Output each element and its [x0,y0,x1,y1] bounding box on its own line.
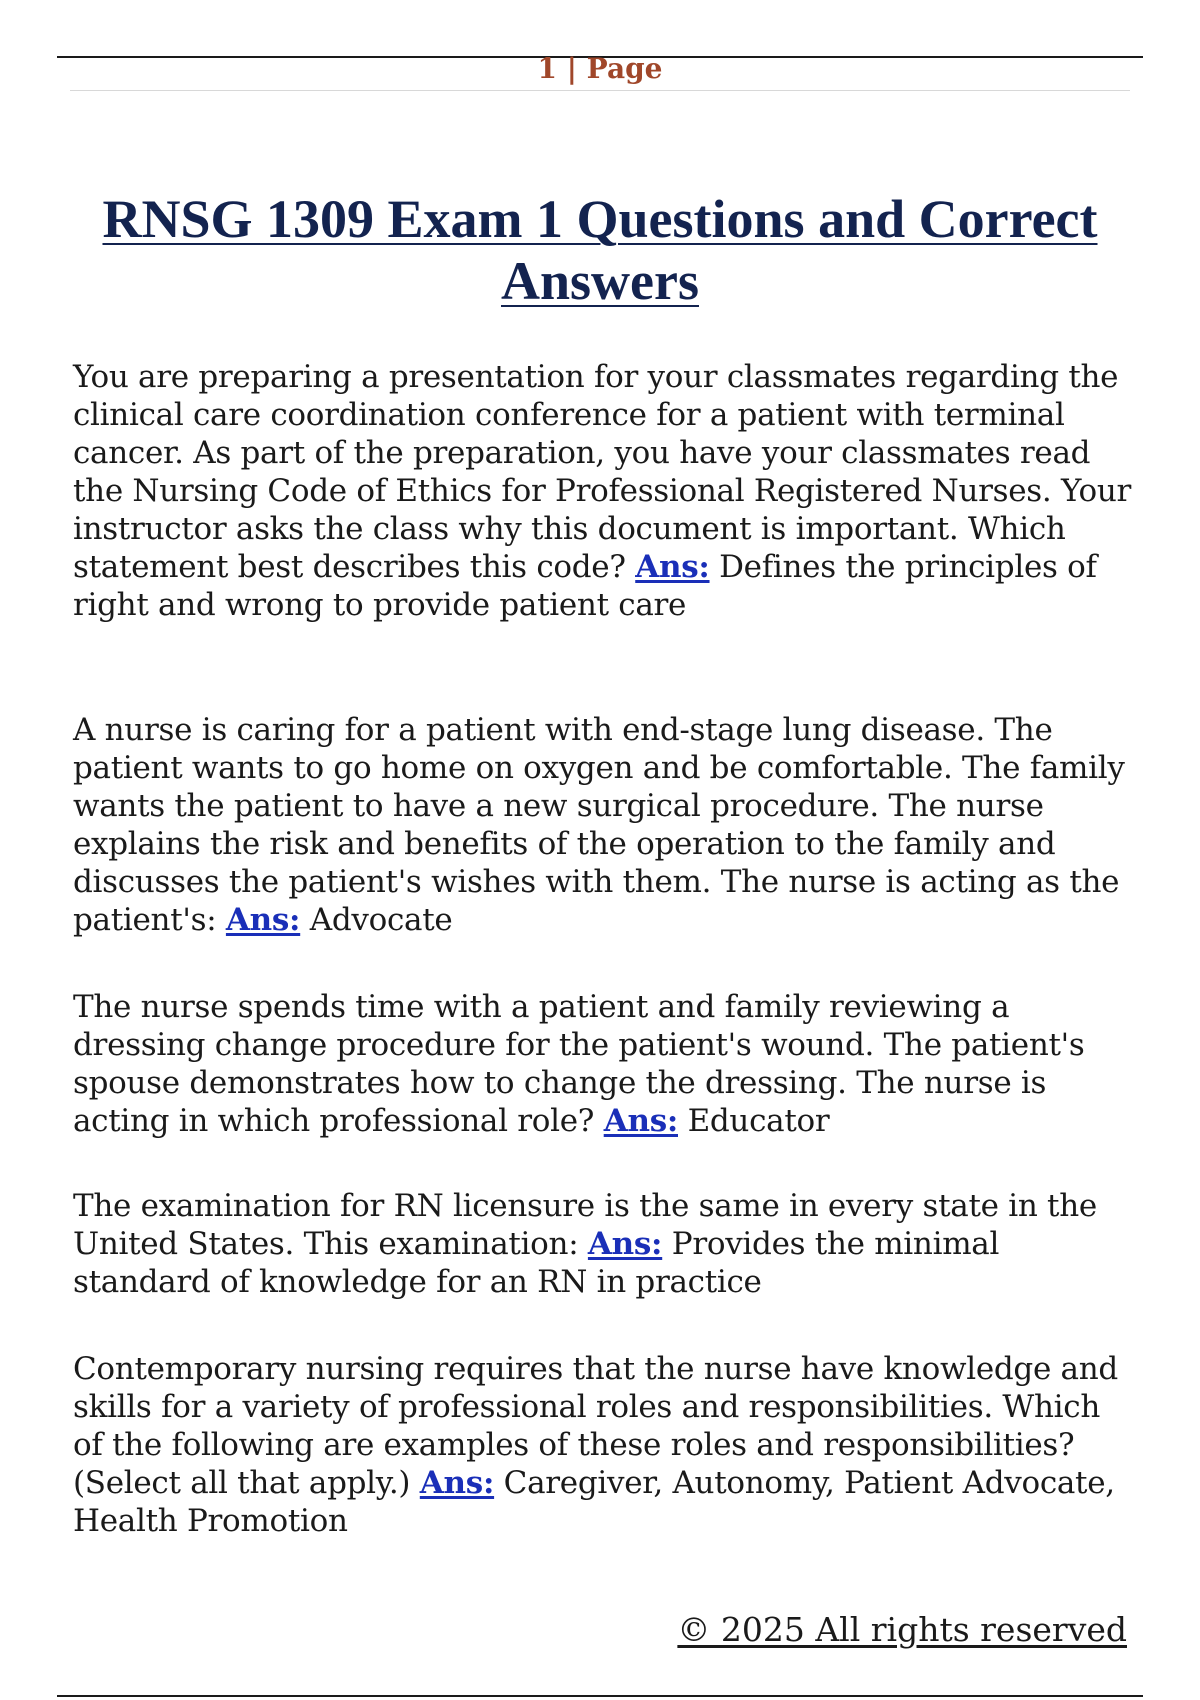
document-title [60,188,1140,312]
answer-link[interactable]: Ans: [635,549,710,585]
footer-rule [57,1695,1143,1697]
answer-link[interactable]: Ans: [603,1103,678,1139]
copyright-notice: © 2025 All rights reserved [677,1610,1127,1649]
question-text: A nurse is caring for a patient with end-stage lung disease. The patient wants to go home on oxygen and be comfortable. The family wants the patient to have a new surgical procedure. The nurse explains the risk and benefits of the operation to the family and discusses the patient's wishes with them. The nurse is acting as the patient's: [73,712,1125,938]
answer-text: Advocate [309,902,453,938]
question-text: The examination for RN licensure is the same in every state in the United States. This examination: [73,1188,1097,1262]
question-text: You are preparing a presentation for your classmates regarding the clinical care coordination conference for a patient with terminal cancer. As part of the preparation, you have your classmates read the Nursing Code of Ethics for Professional Registered Nurses. Your instructor asks the class why this document is important. Which statement best describes this code? [73,359,1132,585]
page-number: 1 | Page [537,52,663,85]
qa-item-2 [73,711,1138,939]
qa-item-3 [73,988,1138,1140]
answer-link[interactable]: Ans: [587,1226,663,1262]
answer-text: Educator [687,1103,830,1139]
answer-link[interactable]: Ans: [225,902,301,938]
answer-text: Caregiver, Autonomy, Patient Advocate, Health Promotion [73,1465,1115,1539]
question-text: Contemporary nursing requires that the nurse have knowledge and skills for a variety of professional roles and responsibilities. Which of the following are examples of these roles and responsibilities? (Select all that apply.) [73,1351,1118,1501]
document-title-text: RNSG 1309 Exam 1 Questions and Correct Answers [102,189,1098,311]
answer-text: Provides the minimal standard of knowledge for an RN in practice [73,1226,1000,1300]
qa-item-1 [73,358,1138,624]
qa-item-4 [73,1187,1138,1301]
answer-link[interactable]: Ans: [419,1465,495,1501]
answer-text: Defines the principles of right and wrong to provide patient care [73,549,1097,623]
question-text: The nurse spends time with a patient and family reviewing a dressing change procedure for the patient's wound. The patient's spouse demonstrates how to change the dressing. The nurse is acting in which professional role? [73,989,1085,1139]
qa-item-5 [73,1350,1138,1540]
header-divider [70,90,1130,91]
